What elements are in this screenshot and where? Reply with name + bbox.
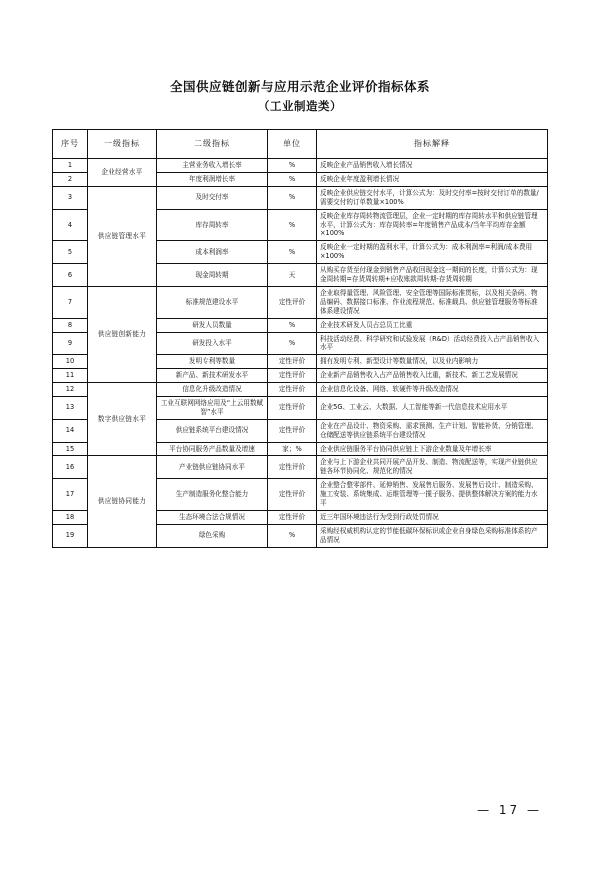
cell-level1: 供应链创新能力 [88,286,157,382]
page-subtitle: （工业制造类） [258,98,342,113]
cell-no: 2 [53,173,88,187]
cell-desc: 反映企业库存周转物流管理层，企业一定时期的库存周转水平和供应链管理水平，计算公式为：库存周转率=年度销售产品成本/当年平均库存金额×100% [317,209,548,241]
cell-no: 6 [53,264,88,287]
cell-level2: 工业互联网网络应用及“上云用数赋智”水平 [157,396,268,419]
table-row [53,383,548,397]
cell-desc: 企业5G、工业云、大数据、人工智能等新一代信息技术应用水平 [317,396,548,419]
cell-no: 9 [53,332,88,355]
cell-desc: 企业供应链服务平台协同供应链上下游企业数量及年增长率 [317,442,548,456]
header-level2: 二级指标 [157,130,268,159]
cell-unit: 定性评价 [268,286,317,318]
cell-level2: 生态环境合法合规情况 [157,510,268,524]
header-desc: 指标解释 [317,130,548,159]
cell-level2: 现金周转期 [157,264,268,287]
cell-desc: 近三年国环境违法行为受到行政处罚情况 [317,510,548,524]
cell-desc: 反映企业供应链交付水平，计算公式为：及时交付率=按时交付订单的数量/需要交付的订单数量×100% [317,186,548,209]
cell-no: 10 [53,355,88,369]
cell-unit: 家；% [268,442,317,456]
cell-level2: 发明专利等数量 [157,355,268,369]
cell-unit: % [268,173,317,187]
table-row [53,186,548,209]
cell-unit: 定性评价 [268,456,317,479]
cell-level2: 平台协同服务产品数量及增速 [157,442,268,456]
table-header-row [53,130,548,159]
cell-level2: 研发投入水平 [157,332,268,355]
cell-desc: 反映企业年度盈利增长情况 [317,173,548,187]
cell-no: 15 [53,442,88,456]
cell-unit: % [268,209,317,241]
table-row [53,456,548,479]
page-number: — 17 — [477,803,542,817]
cell-level2: 库存周转率 [157,209,268,241]
cell-no: 3 [53,186,88,209]
cell-desc: 拥有发明专利、新型设计等数量情况，以及业内影响力 [317,355,548,369]
cell-no: 18 [53,510,88,524]
cell-unit: % [268,241,317,264]
cell-desc: 反映企业一定时期的盈利水平，计算公式为：成本利润率=利润/成本费用×100% [317,241,548,264]
cell-no: 1 [53,159,88,173]
cell-desc: 企业与上下游企业共同开展产品开发、制造、物流配送等，实现产业链供应链各环节协同化、规范化的情况 [317,456,548,479]
table-body [53,159,548,547]
cell-level2: 信息化升级改造情况 [157,383,268,397]
cell-unit: 定性评价 [268,396,317,419]
cell-level2: 成本利润率 [157,241,268,264]
cell-level2: 标准规范建设水平 [157,286,268,318]
cell-desc: 企业取得量管理、风险管理、安全管理等国际标准贯标，以及相关条码、物品编码、数据接口标准、作业流程规范、标准载具、供应链管理服务等标准体系建设情况 [317,286,548,318]
cell-unit: 定性评价 [268,369,317,383]
cell-unit: 定性评价 [268,383,317,397]
cell-unit: 天 [268,264,317,287]
cell-level2: 年度利润增长率 [157,173,268,187]
cell-no: 19 [53,524,88,547]
cell-unit: 定性评价 [268,419,317,442]
cell-level2: 生产制造服务化整合能力 [157,479,268,511]
cell-level2: 研发人员数量 [157,318,268,332]
cell-unit: 定性评价 [268,355,317,369]
cell-desc: 科技活动经费、科学研究和试验发展（R&D）活动经费投入占产品销售收入水平 [317,332,548,355]
cell-level2: 及时交付率 [157,186,268,209]
cell-no: 13 [53,396,88,419]
cell-unit: 定性评价 [268,479,317,511]
cell-desc: 企业新产品销售收入占产品销售收入比重，新技术、新工艺发展情况 [317,369,548,383]
cell-level2: 供应链系统平台建设情况 [157,419,268,442]
cell-level2: 新产品、新技术研发水平 [157,369,268,383]
cell-no: 4 [53,209,88,241]
cell-no: 14 [53,419,88,442]
cell-desc: 企业信息化设备、网络、软硬件等升级改造情况 [317,383,548,397]
cell-desc: 企业技术研发人员占总员工比重 [317,318,548,332]
table-row [53,159,548,173]
title-block [52,78,548,115]
cell-unit: % [268,318,317,332]
header-no: 序号 [53,130,88,159]
cell-unit: % [268,524,317,547]
cell-level1: 数字供应链水平 [88,383,157,456]
cell-level2: 主营业务收入增长率 [157,159,268,173]
cell-level2: 产业链供应链协同水平 [157,456,268,479]
cell-level1: 企业经营水平 [88,159,157,187]
table-header [53,130,548,159]
cell-level2: 绿色采购 [157,524,268,547]
cell-unit: 定性评价 [268,510,317,524]
cell-no: 16 [53,456,88,479]
table-row [53,286,548,318]
cell-desc: 企业整合整零部件、延伸销售、发展售后服务、发展售后设计、制造采购、施工安装、系统集成、运维管理等一揽子服务、提供整体解决方案的能力水平 [317,479,548,511]
cell-level1: 供应链管理水平 [88,186,157,286]
cell-no: 8 [53,318,88,332]
cell-desc: 采购经权威机构认定的节能低碳环保标识或企业自身绿色采购标准体系的产品情况 [317,524,548,547]
cell-unit: % [268,186,317,209]
page-title: 全国供应链创新与应用示范企业评价指标体系 [169,79,430,94]
cell-no: 12 [53,383,88,397]
indicator-table [52,129,548,547]
cell-level1: 供应链协同能力 [88,456,157,547]
header-level1: 一级指标 [88,130,157,159]
cell-no: 11 [53,369,88,383]
cell-no: 5 [53,241,88,264]
cell-unit: % [268,332,317,355]
cell-no: 17 [53,479,88,511]
cell-desc: 企业在产品设计、物资采购、需求预测、生产计划、智能补货、分销管理、仓储配送等供应链系统平台建设情况 [317,419,548,442]
cell-desc: 反映企业产品销售收入增长情况 [317,159,548,173]
cell-desc: 从购买存货至付现金到销售产品收回现金这一期间的长度，计算公式为：现金周转期=存货周转期+应收账款周转期-存货周转期 [317,264,548,287]
header-unit: 单位 [268,130,317,159]
cell-no: 7 [53,286,88,318]
cell-unit: % [268,159,317,173]
